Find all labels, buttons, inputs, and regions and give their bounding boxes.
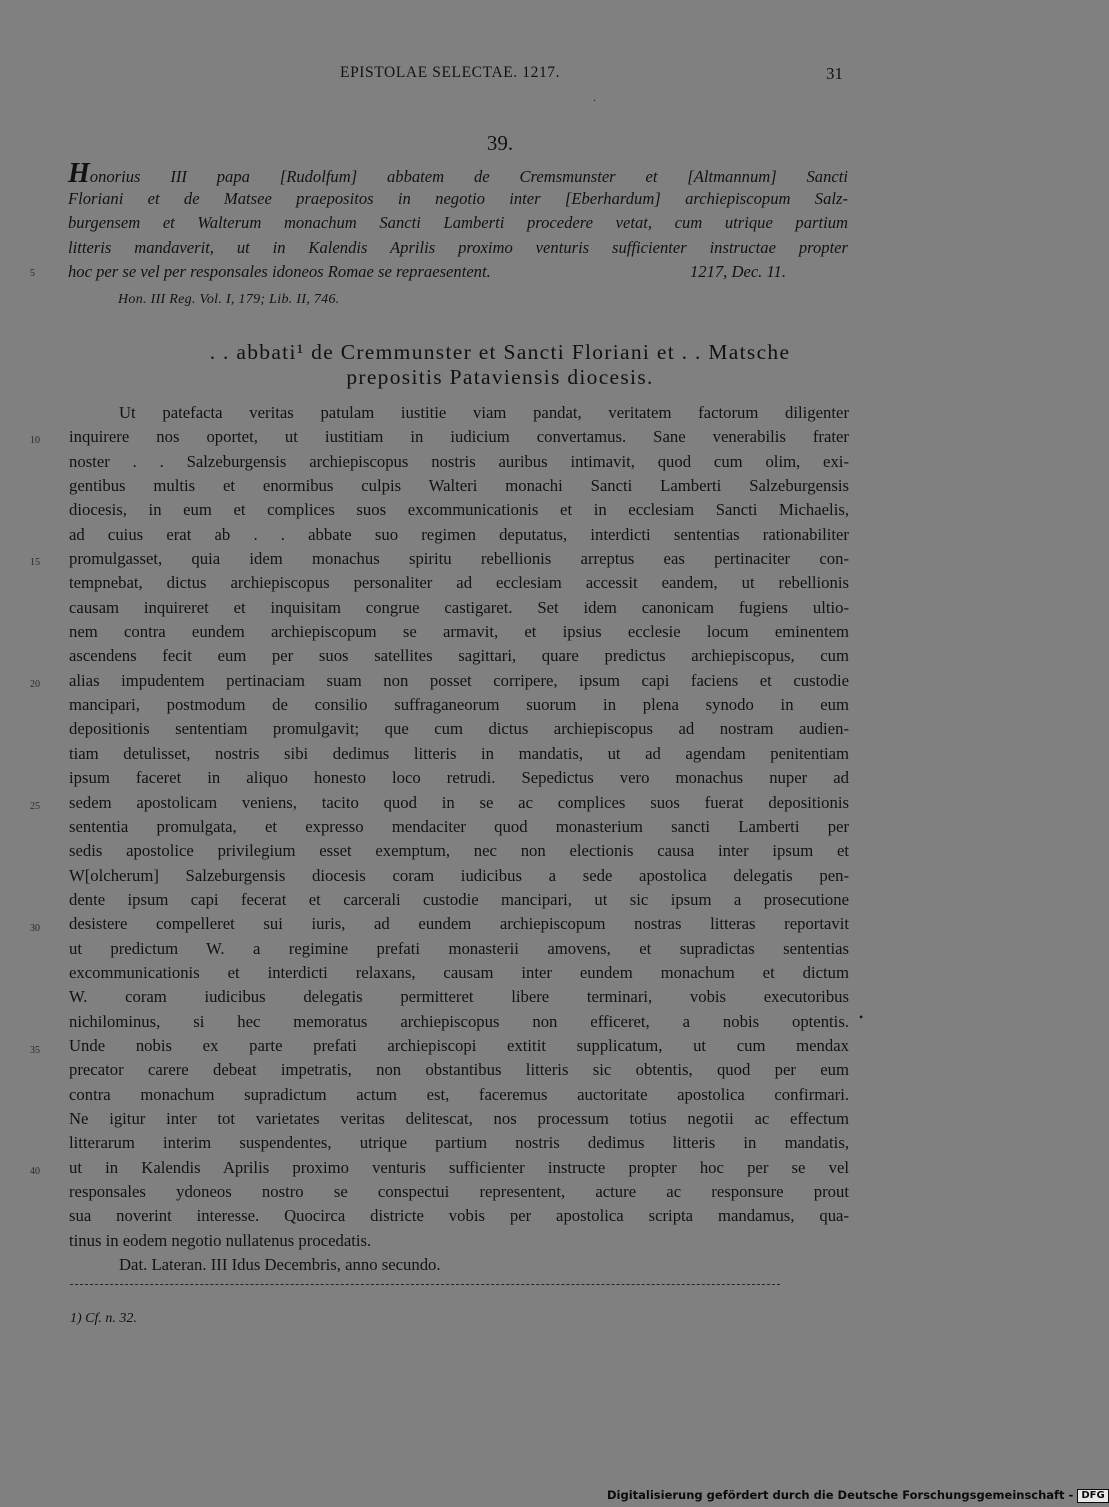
- body-line: inquirere nos oportet, ut iustitiam in iudicium convertamus. Sane venerabilis frater: [69, 427, 849, 447]
- regest-initial: H: [68, 158, 90, 189]
- line-number: 10: [30, 435, 40, 446]
- body-line: nichilominus, si hec memoratus archiepiscopus non efficeret, a nobis optentis.: [69, 1011, 849, 1031]
- body-line: Unde nobis ex parte prefati archiepiscopi extitit supplicatum, ut cum mendax: [69, 1035, 849, 1055]
- body-line: promulgasset, quia idem monachus spiritu rebellionis arreptus eas pertinaciter con-: [69, 549, 849, 569]
- body-line: sedis apostolice privilegium esset exemptum, nec non electionis causa inter ipsum et: [69, 841, 849, 861]
- letter-address: [0, 340, 1000, 390]
- body-line: depositionis sententiam promulgavit; que cum dictus archiepiscopus ad nostram audien-: [69, 719, 849, 739]
- body-line: alias impudentem pertinaciam suam non posset corripere, ipsum capi faciens et custodie: [69, 670, 849, 690]
- body-line: dente ipsum capi fecerat et carcerali custodie mancipari, ut sic ipsum a prosecutione: [69, 889, 849, 909]
- margin-dot-mark: •: [859, 1010, 864, 1024]
- body-line: ad cuius erat ab . . abbate suo regimen deputatus, interdicti sententias rationabiliter: [69, 524, 849, 544]
- regest-line: burgensem et Walterum monachum Sancti Lamberti procedere vetat, cum utrique partium: [68, 213, 848, 233]
- line-number: 40: [30, 1166, 40, 1177]
- body-line: gentibus multis et enormibus culpis Walteri monachi Sancti Lamberti Salzeburgensis: [69, 476, 849, 496]
- body-line: tempnebat, dictus archiepiscopus personaliter ad ecclesiam accessit eandem, ut rebellionis: [69, 573, 849, 593]
- address-line-2: prepositis Pataviensis diocesis.: [346, 365, 654, 389]
- body-line: Ne igitur inter tot varietates veritas delitescat, nos processum totius negotii ac effectum: [69, 1108, 849, 1128]
- body-line: contra monachum supradictum actum est, faceremus auctoritate apostolica confirmari.: [69, 1084, 849, 1104]
- body-line: tiam detulisset, nostris sibi dedimus litteris in mandatis, ut ad agendam penitentiam: [69, 743, 849, 763]
- address-line-1: . . abbati¹ de Cremmunster et Sancti Floriani et . . Matsche: [209, 340, 791, 364]
- regest-line: Floriani et de Matsee praepositos in negotio inter [Eberhardum] archiepiscopum Salz-: [68, 188, 848, 208]
- body-line: ipsum faceret in aliquo honesto loco retrudi. Sepedictus vero monachus nuper ad: [69, 768, 849, 788]
- footnote: 1) Cf. n. 32.: [70, 1311, 137, 1326]
- body-line: tinus in eodem negotio nullatenus procedatis.: [69, 1230, 372, 1250]
- body-line: sua noverint interesse. Quocirca districte vobis per apostolica scripta mandamus, qua-: [69, 1206, 849, 1226]
- line-number: 35: [30, 1045, 40, 1056]
- line-number: 5: [30, 268, 35, 279]
- body-line: noster . . Salzeburgensis archiepiscopus nostris auribus intimavit, quod cum olim, exi-: [69, 451, 849, 471]
- line-number: 15: [30, 557, 40, 568]
- body-line: desistere compelleret sui iuris, ad eundem archiepiscopum nostras litteras reportavit: [69, 914, 849, 934]
- body-line: Dat. Lateran. III Idus Decembris, anno secundo.: [119, 1255, 441, 1275]
- body-line: W[olcherum] Salzeburgensis diocesis coram iudicibus a sede apostolica delegatis pen-: [69, 865, 849, 885]
- letter-body: [69, 401, 849, 1277]
- footer-text: Digitalisierung gefördert durch die Deutsche Forschungsgemeinschaft -: [607, 1488, 1074, 1502]
- regest-line: litteris mandaverit, ut in Kalendis Aprilis proximo venturis sufficienter instructae propter: [68, 237, 848, 257]
- body-line: responsales ydoneos nostro se conspectui representent, acture ac responsure prout: [69, 1182, 849, 1201]
- body-line: mancipari, postmodum de consilio suffraganeorum suorum in plena synodo in eum: [69, 695, 849, 715]
- running-title: EPISTOLAE SELECTAE. 1217.: [340, 64, 561, 81]
- line-number: 20: [30, 679, 40, 690]
- regest-line: hoc per se vel per responsales idoneos Romae se repraesentent. 1217, Dec. 11.: [68, 260, 848, 285]
- body-line: litterarum interim suspendentes, utrique partium nostris dedimus litteris in mandatis,: [69, 1133, 849, 1153]
- footnote-rule: [70, 1284, 780, 1285]
- page-number: 31: [826, 64, 843, 83]
- body-line: diocesis, in eum et complices suos excommunicationis et in ecclesiam Sancti Michaelis,: [69, 500, 849, 520]
- body-line: ascendens fecit eum per suos satellites sagittari, quare predictus archiepiscopus, cum: [69, 646, 849, 666]
- document-number: 39.: [486, 131, 514, 155]
- body-line: W. coram iudicibus delegatis permitteret libere terminari, vobis executoribus: [69, 987, 849, 1007]
- body-line: ut in Kalendis Aprilis proximo venturis sufficienter instructe propter hoc per se vel: [69, 1157, 849, 1177]
- line-number: 30: [30, 923, 40, 934]
- line-number: 25: [30, 801, 40, 812]
- body-line: nem contra eundem archiepiscopum se armavit, et ipsius ecclesie locum eminentem: [69, 622, 849, 642]
- source-reference: Hon. III Reg. Vol. I, 179; Lib. II, 746.: [118, 292, 340, 307]
- regest-line: Honorius III papa [Rudolfum] abbatem de Cremsmunster et [Altmannum] Sancti: [68, 158, 848, 189]
- body-line: sedem apostolicam veniens, tacito quod in se ac complices suos fuerat depositionis: [69, 792, 849, 812]
- dfg-logo: DFG: [1077, 1489, 1108, 1503]
- body-line: sententia promulgata, et expresso mendaciter quod monasterium sancti Lamberti per: [69, 816, 849, 836]
- body-line: causam inquireret et inquisitam congrue castigaret. Set idem canonicam fugiens ultio-: [69, 597, 849, 617]
- regest-date: 1217, Dec. 11.: [689, 262, 786, 282]
- stray-dot-mark: ·: [593, 96, 597, 107]
- body-line: ut predictum W. a regimine prefati monasterii amovens, et supradictas sententias: [69, 938, 849, 958]
- running-head: [0, 64, 1000, 84]
- body-line: precator carere debeat impetratis, non obstantibus litteris sic obtentis, quod per eum: [69, 1060, 849, 1080]
- body-line: Ut patefacta veritas patulam iustitie viam pandat, veritatem factorum diligenter: [119, 403, 849, 422]
- regest-summary: [68, 158, 848, 285]
- body-line: excommunicationis et interdicti relaxans, causam inter eundem monachum et dictum: [69, 962, 849, 982]
- digitization-footer: [607, 1488, 1109, 1502]
